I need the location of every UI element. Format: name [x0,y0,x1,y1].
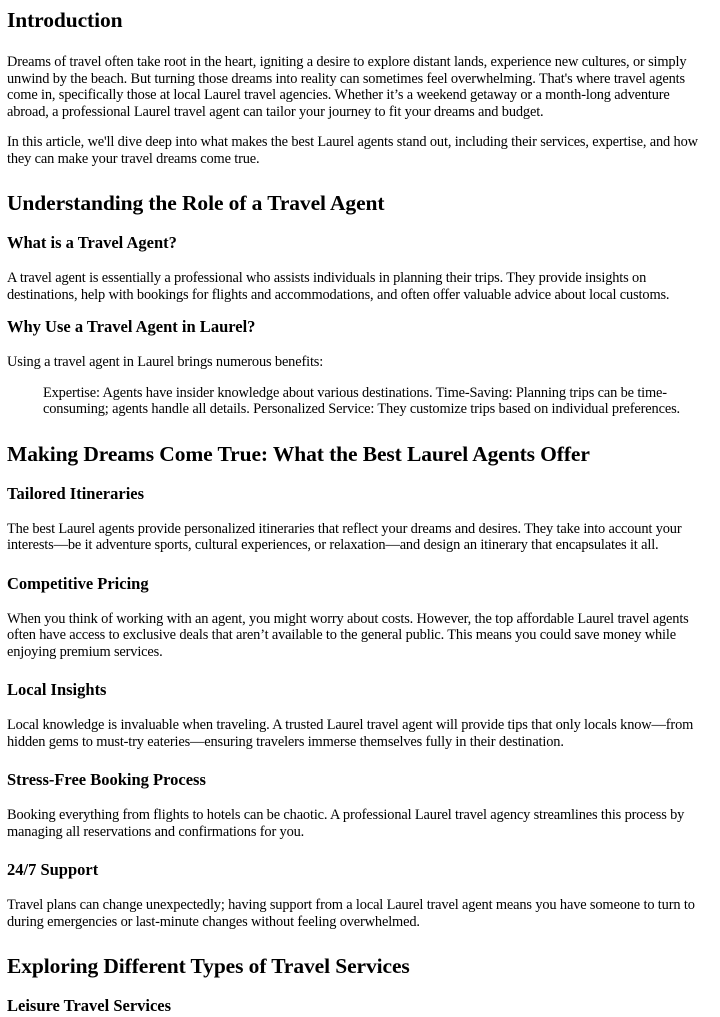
heading-making-dreams: Making Dreams Come True: What the Best Laurel Agents Offer [7,441,590,466]
heading-exploring-services: Exploring Different Types of Travel Services [7,954,410,978]
intro-paragraph-1: Dreams of travel often take root in the heart, igniting a desire to explore distant lands, experience new cultures, or simply unwind by the beach. But turning those dreams into reality can sometimes feel overwhelming. That's where travel agents come in, specifically those at local Laurel travel agencies. Whether it’s a weekend getaway or a month-long adventure abroad, a professional Laurel travel agent can tailor your journey to fit your dreams and budget. [7,54,687,120]
tailored-itineraries-text: The best Laurel agents provide personalized itineraries that reflect your dreams and desires. They take into account your interests—be it adventure sports, cultural experiences, or relaxation—and design an itinerary that encapsulates it all. [7,520,682,553]
heading-competitive-pricing: Competitive Pricing [7,573,149,593]
heading-support: 24/7 Support [7,860,99,879]
heading-introduction: Introduction [7,8,123,32]
heading-stress-free-booking: Stress-Free Booking Process [7,770,206,789]
local-insights-text: Local knowledge is invaluable when traveling. A trusted Laurel travel agent will provide tips that only locals know—from hidden gems to must-try eateries—ensuring travelers immerse themselves fully in their destination. [7,717,694,750]
intro-paragraph-2: In this article, we'll dive deep into what makes the best Laurel agents stand out, including their services, expertise, and how they can make your travel dreams come true. [7,134,698,167]
heading-what-is-travel-agent: What is a Travel Agent? [7,233,177,252]
competitive-pricing-text: When you think of working with an agent, you might worry about costs. However, the top affordable Laurel travel agents often have access to exclusive deals that aren’t available to the general public. This means you could save money while enjoying premium services. [7,610,689,660]
heading-leisure-travel: Leisure Travel Services [7,996,172,1015]
what-is-travel-agent-text: A travel agent is essentially a professional who assists individuals in planning their trips. They provide insights on destinations, help with bookings for flights and accommodations, and often offer valuable advice about local customs. [7,270,670,303]
heading-why-use-travel-agent: Why Use a Travel Agent in Laurel? [7,317,256,336]
stress-free-booking-text: Booking everything from flights to hotels can be chaotic. A professional Laurel travel agency streamlines this process by managing all reservations and confirmations for you. [7,807,685,840]
why-use-travel-agent-text: Using a travel agent in Laurel brings numerous benefits: [7,354,324,370]
heading-local-insights: Local Insights [7,680,107,699]
benefits-quote: Expertise: Agents have insider knowledge about various destinations. Time-Saving: Planning trips can be time-consuming; agents handle all details. Personalized Service: They customize trips based on individual preferences. [43,384,680,417]
heading-understanding-role: Understanding the Role of a Travel Agent [7,191,385,215]
heading-tailored-itineraries: Tailored Itineraries [7,483,145,503]
support-text: Travel plans can change unexpectedly; having support from a local Laurel travel agent means you have someone to turn to during emergencies or last-minute changes without feeling overwhelmed. [7,897,695,930]
